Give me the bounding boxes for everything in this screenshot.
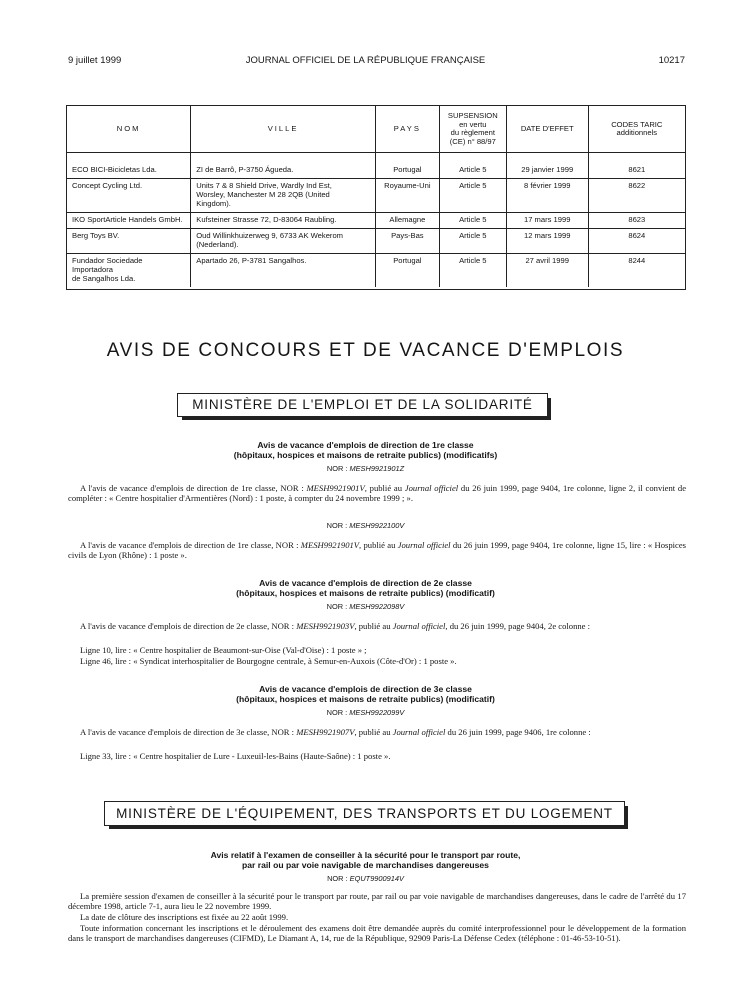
cell-pays: Royaume-Uni — [375, 179, 439, 213]
section1-paragraph-2 — [68, 540, 686, 560]
section4-title-line1: Avis relatif à l'examen de conseiller à la sécurité pour le transport par route, — [210, 850, 521, 860]
nor-label: NOR : — [326, 464, 348, 473]
column-header-pays: PAYS — [375, 106, 439, 153]
cell-date: 29 janvier 1999 — [506, 163, 588, 179]
column-header-nom: NOM — [67, 106, 191, 153]
nor-code: MESH9921901Z — [349, 464, 405, 473]
nor-code: EQUT9900914V — [349, 874, 404, 883]
journal-officiel-ref: Journal officiel — [397, 540, 451, 550]
section2-title — [0, 578, 731, 598]
section4-title — [0, 850, 731, 870]
section2-line-46: Ligne 46, lire : « Syndicat interhospitalier de Bourgogne centrale, à Semur-en-Auxois (Côte-d'Or) : 1 poste ». — [80, 656, 457, 666]
para-text: , publié au — [359, 540, 398, 550]
para-text: , publié au — [364, 483, 405, 493]
table-row — [67, 229, 685, 254]
codes-line-2: additionnels — [616, 128, 658, 137]
section1-title — [0, 440, 731, 460]
nor-reference: MESH9921901V — [300, 540, 360, 550]
ministry-emploi-title: MINISTÈRE DE L'EMPLOI ET DE LA SOLIDARITÉ — [192, 397, 533, 412]
cell-code: 8623 — [588, 213, 685, 229]
header-journal-title: JOURNAL OFFICIEL DE LA RÉPUBLIQUE FRANÇAISE — [245, 55, 486, 66]
column-header-suspension — [439, 106, 506, 153]
main-title: AVIS DE CONCOURS ET DE VACANCE D'EMPLOIS — [106, 340, 625, 361]
nor-code: MESH9922098V — [349, 602, 405, 611]
para-text: , publié au — [354, 621, 393, 631]
column-header-ville: VILLE — [191, 106, 376, 153]
cell-pays: Portugal — [375, 163, 439, 179]
para-text: , publié au — [354, 727, 393, 737]
section4-paragraph-2: La date de clôture des inscriptions est fixée au 22 août 1999. — [80, 912, 289, 922]
cell-line: Berg Toys BV. — [72, 231, 120, 240]
nor-label: NOR : — [326, 602, 348, 611]
cell-line: (Nederland). — [196, 240, 239, 249]
cell-ville — [191, 179, 376, 213]
section4-nor — [0, 874, 731, 883]
cell-ville — [191, 229, 376, 254]
section3-title-line1: Avis de vacance d'emplois de direction de 3e classe — [259, 684, 472, 694]
cell-date: 17 mars 1999 — [506, 213, 588, 229]
table-row — [67, 213, 685, 229]
header-date: 9 juillet 1999 — [68, 55, 122, 66]
table-row — [67, 179, 685, 213]
cell-line: ZI de Barrô, P-3750 Águeda. — [196, 165, 294, 174]
cell-line: Fundador Sociedade Importadora — [72, 256, 143, 274]
cell-code: 8244 — [588, 254, 685, 288]
cell-line: Units 7 & 8 Shield Drive, Wardly Ind Est, — [196, 181, 332, 190]
cell-suspension: Article 5 — [439, 254, 506, 288]
nor-reference: MESH9921903V — [296, 621, 355, 631]
suspension-line-4: (CE) n° 88/97 — [449, 136, 496, 146]
cell-code: 8621 — [588, 163, 685, 179]
table-row — [67, 163, 685, 179]
ministry-equipement-box — [104, 801, 625, 826]
cell-line: ECO BICI-Bicicletas Lda. — [72, 165, 157, 174]
cell-code: 8624 — [588, 229, 685, 254]
para-text: A l'avis de vacance d'emplois de direction de 1re classe, NOR : — [80, 483, 307, 493]
cell-date: 8 février 1999 — [506, 179, 588, 213]
section2-line-10: Ligne 10, lire : « Centre hospitalier de Beaumont-sur-Oise (Val-d'Oise) : 1 poste » ; — [80, 645, 367, 655]
suspension-line-1: SUPSENSION — [447, 111, 498, 120]
cell-nom — [67, 213, 191, 229]
cell-suspension: Article 5 — [439, 213, 506, 229]
cell-line: IKO SportArticle Handels GmbH. — [72, 215, 183, 224]
cell-line: Kingdom). — [196, 199, 231, 208]
section3-paragraph — [68, 727, 686, 737]
journal-officiel-ref: Journal officiel — [404, 483, 459, 493]
table-row — [67, 254, 685, 288]
journal-officiel-ref: Journal officiel — [392, 621, 446, 631]
nor-reference: MESH9921907V — [296, 727, 355, 737]
journal-officiel-ref: Journal officiel — [392, 727, 446, 737]
section1-paragraph-1 — [68, 483, 686, 503]
section1-title-line2: (hôpitaux, hospices et maisons de retraite publics) (modificatifs) — [233, 450, 498, 460]
section3-title-line2: (hôpitaux, hospices et maisons de retraite publics) (modificatif) — [236, 694, 495, 704]
cell-nom — [67, 163, 191, 179]
cell-ville — [191, 254, 376, 288]
cell-line: Concept Cycling Ltd. — [72, 181, 143, 190]
para-text: du 26 juin 1999, page 9406, 1re colonne : — [445, 727, 591, 737]
taric-codes-table — [66, 105, 686, 290]
section3-title — [0, 684, 731, 704]
cell-nom — [67, 229, 191, 254]
cell-suspension: Article 5 — [439, 163, 506, 179]
cell-code: 8622 — [588, 179, 685, 213]
section4-paragraph-1: La première session d'examen de conseiller à la sécurité pour le transport par route, par rail ou par voie navigable de marchandises dangereuses, dans le cadre de l'arrêté du 17 décembre 1998, article 7-1, aura lieu le 22 novembre 1999. — [68, 891, 686, 911]
section1-title-line1: Avis de vacance d'emplois de direction de 1re classe — [257, 440, 474, 450]
para-text: A l'avis de vacance d'emplois de direction de 2e classe, NOR : — [80, 621, 297, 631]
cell-nom — [67, 179, 191, 213]
section2-title-line2: (hôpitaux, hospices et maisons de retraite publics) (modificatif) — [236, 588, 495, 598]
ministry-equipement-title: MINISTÈRE DE L'ÉQUIPEMENT, DES TRANSPORTS ET DU LOGEMENT — [116, 806, 613, 821]
suspension-line-3: du règlement — [450, 128, 495, 137]
section2-nor — [0, 602, 731, 611]
section1-nor-2 — [0, 521, 731, 530]
section2-title-line1: Avis de vacance d'emplois de direction de 2e classe — [259, 578, 472, 588]
para-text: , du 26 juin 1999, page 9404, 2e colonne : — [445, 621, 591, 631]
section4-title-line2: par rail ou par voie navigable de marchandises dangereuses — [242, 860, 489, 870]
cell-line: Oud Willinkhuizerweg 9, 6733 AK Wekerom — [196, 231, 344, 240]
nor-code: MESH9922100V — [349, 521, 405, 530]
nor-label: NOR : — [326, 708, 348, 717]
section4-paragraph-3: Toute information concernant les inscriptions et le déroulement des examens doit être demandée auprès du comité interprofessionnel pour le développement de la formation dans le transport de marchandises dangereuses (CIFMD), Le Diamant A, 14, rue de la République, 92909 Paris-La Défense Cedex (téléphone : 01-46-53-10-51). — [68, 923, 686, 943]
cell-pays: Pays-Bas — [375, 229, 439, 254]
para-text: du 26 juin 1999, page 9404, 1re colonne, ligne 15, lire : « Hospices civils de Lyon (Rhône) : 1 poste ». — [68, 540, 686, 560]
cell-date: 27 avril 1999 — [506, 254, 588, 288]
nor-label: NOR : — [327, 874, 348, 883]
table-header-row — [67, 106, 685, 153]
cell-ville — [191, 213, 376, 229]
cell-ville — [191, 163, 376, 179]
cell-line: Kufsteiner Strasse 72, D-83064 Raubling. — [196, 215, 337, 224]
cell-line: de Sangalhos Lda. — [72, 274, 136, 283]
cell-suspension: Article 5 — [439, 229, 506, 254]
section1-nor-1 — [0, 464, 731, 473]
cell-pays: Portugal — [375, 254, 439, 288]
section3-line-33: Ligne 33, lire : « Centre hospitalier de Lure - Luxeuil-les-Bains (Haute-Saône) : 1 poste ». — [80, 751, 391, 761]
ministry-emploi-box — [177, 393, 548, 417]
nor-code: MESH9922099V — [349, 708, 405, 717]
section2-paragraph — [68, 621, 686, 631]
column-header-codes — [588, 106, 685, 153]
cell-pays: Allemagne — [375, 213, 439, 229]
column-header-date: DATE D'EFFET — [506, 106, 588, 153]
cell-date: 12 mars 1999 — [506, 229, 588, 254]
nor-label: NOR : — [326, 521, 348, 530]
cell-line: Worsley, Manchester M 28 2QB (United — [196, 190, 330, 199]
section3-nor — [0, 708, 731, 717]
cell-line: Apartado 26, P-3781 Sangalhos. — [196, 256, 307, 265]
header-page-number: 10217 — [658, 55, 685, 66]
cell-nom — [67, 254, 191, 288]
para-text: A l'avis de vacance d'emplois de direction de 1re classe, NOR : — [80, 540, 301, 550]
para-text: du 26 juin 1999, page 9404, 1re colonne, ligne 2, il convient de compléter : « Centre hospitalier d'Armentières (Nord) : 1 poste, à compter du 24 novembre 1999 ; ». — [68, 483, 687, 503]
codes-line-1: CODES TARIC — [611, 119, 663, 129]
para-text: A l'avis de vacance d'emplois de direction de 3e classe, NOR : — [80, 727, 297, 737]
nor-reference: MESH9921901V — [306, 483, 365, 493]
cell-suspension: Article 5 — [439, 179, 506, 213]
suspension-line-2: en vertu — [459, 119, 487, 129]
